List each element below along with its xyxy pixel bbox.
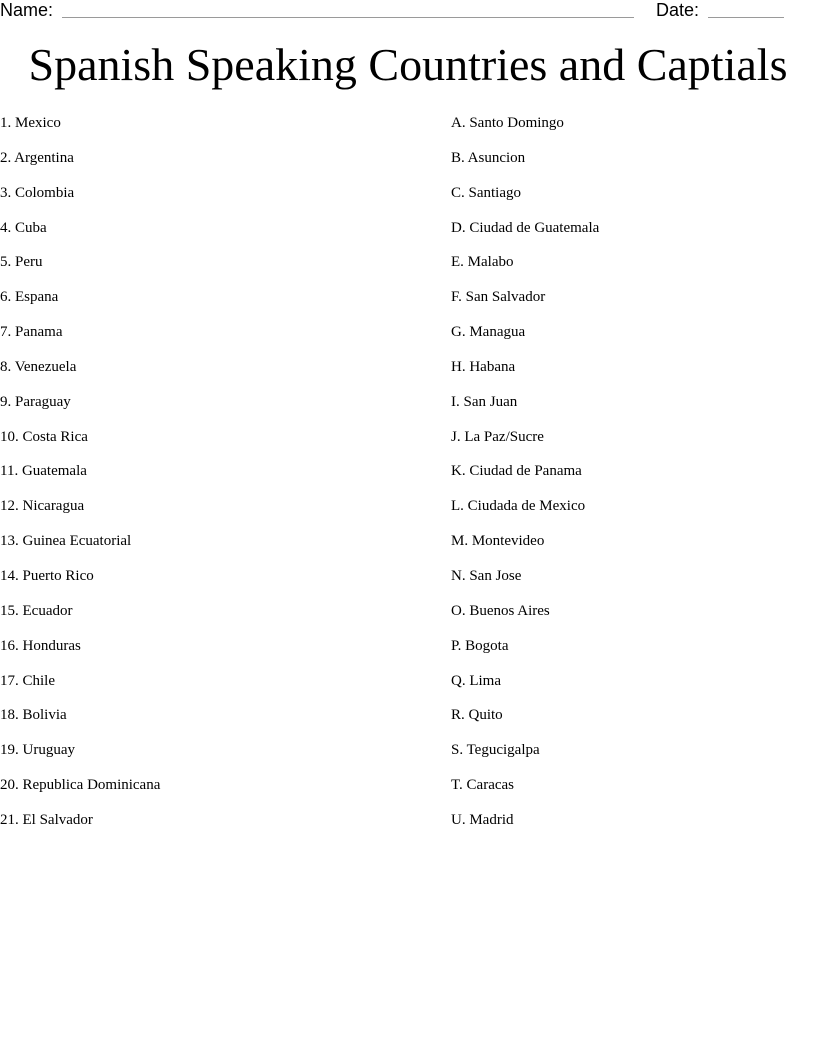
capital-item: I. San Juan xyxy=(451,393,518,410)
capital-item: H. Habana xyxy=(451,358,516,375)
capital-item: A. Santo Domingo xyxy=(451,115,564,131)
capital-item: E. Malabo xyxy=(451,254,514,271)
capital-item: Q. Lima xyxy=(451,672,501,689)
worksheet-header xyxy=(0,0,816,24)
capital-item: J. La Paz/Sucre xyxy=(451,428,544,445)
country-item: 1. Mexico xyxy=(0,115,61,131)
capital-item: T. Caracas xyxy=(451,777,515,794)
name-blank-line xyxy=(62,17,634,18)
capital-item: K. Ciudad de Panama xyxy=(451,463,582,480)
date-label: Date: xyxy=(656,0,700,20)
capital-item: M. Montevideo xyxy=(451,533,545,550)
countries-list xyxy=(0,113,420,845)
country-item: 3. Colombia xyxy=(0,184,75,201)
capital-item: L. Ciudada de Mexico xyxy=(451,498,586,515)
capital-item: N. San Jose xyxy=(451,567,522,584)
capital-item: U. Madrid xyxy=(451,811,514,828)
country-item: 20. Republica Dominicana xyxy=(0,777,161,794)
capitals-list xyxy=(451,113,811,845)
page-title: Spanish Speaking Countries and Captials xyxy=(28,39,788,90)
country-item: 4. Cuba xyxy=(0,219,47,236)
country-item: 14. Puerto Rico xyxy=(0,567,94,584)
country-item: 6. Espana xyxy=(0,289,59,306)
country-item: 17. Chile xyxy=(0,672,55,689)
capital-item: F. San Salvador xyxy=(451,289,546,306)
country-item: 13. Guinea Ecuatorial xyxy=(0,533,132,550)
country-item: 10. Costa Rica xyxy=(0,428,88,445)
country-item: 11. Guatemala xyxy=(0,463,87,480)
country-item: 5. Peru xyxy=(0,254,43,271)
country-item: 7. Panama xyxy=(0,324,63,341)
country-item: 9. Paraguay xyxy=(0,393,71,410)
capital-item: B. Asuncion xyxy=(451,149,526,166)
capital-item: P. Bogota xyxy=(451,637,509,654)
country-item: 21. El Salvador xyxy=(0,811,93,828)
country-item: 12. Nicaragua xyxy=(0,498,85,515)
capital-item: S. Tegucigalpa xyxy=(451,742,540,759)
capital-item: O. Buenos Aires xyxy=(451,602,550,619)
name-label: Name: xyxy=(0,0,54,20)
country-item: 16. Honduras xyxy=(0,637,81,654)
capital-item: D. Ciudad de Guatemala xyxy=(451,219,600,236)
capital-item: C. Santiago xyxy=(451,184,521,201)
capital-item: R. Quito xyxy=(451,707,503,724)
country-item: 15. Ecuador xyxy=(0,602,73,619)
country-item: 2. Argentina xyxy=(0,149,74,166)
country-item: 19. Uruguay xyxy=(0,742,75,759)
date-blank-line xyxy=(708,17,784,18)
country-item: 8. Venezuela xyxy=(0,358,77,375)
capital-item: G. Managua xyxy=(451,324,526,341)
country-item: 18. Bolivia xyxy=(0,707,67,724)
